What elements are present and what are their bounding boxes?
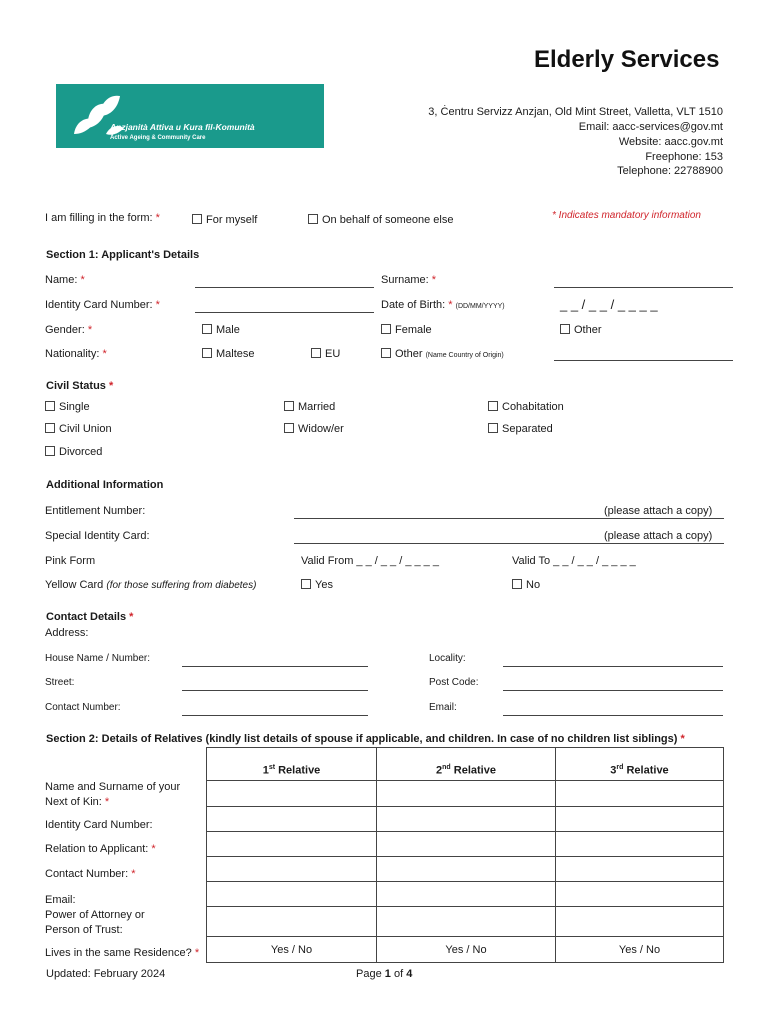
house-label: House Name / Number: xyxy=(45,653,151,664)
yellow-no-checkbox[interactable] xyxy=(512,579,522,589)
poa-cell-3[interactable] xyxy=(556,907,724,937)
email-cell-2[interactable] xyxy=(377,882,556,907)
updated-date: Updated: February 2024 xyxy=(46,968,166,980)
kin-cell-2[interactable] xyxy=(377,781,556,807)
logo-text-maltese: Anzjanità Attiva u Kura fil-Komunità xyxy=(110,122,255,132)
contact-cell-2[interactable] xyxy=(377,857,556,882)
contact-number-label: Contact Number: xyxy=(45,702,121,713)
same-residence-label: Lives in the same Residence? * xyxy=(45,947,200,959)
email-field[interactable] xyxy=(503,715,723,716)
leaves-icon xyxy=(66,90,126,140)
table-header-row xyxy=(207,748,724,781)
website-text: Website: aacc.gov.mt xyxy=(618,136,723,148)
address-label: Address: xyxy=(45,627,89,639)
id-card-label: Identity Card Number: * xyxy=(45,299,160,311)
attach-copy-note-1: (please attach a copy) xyxy=(604,505,713,517)
column-header-2: 2nd Relative xyxy=(377,748,556,781)
civil-widow-option[interactable]: Widow/er xyxy=(284,423,344,435)
relation-cell-1[interactable] xyxy=(207,832,377,857)
postcode-field[interactable] xyxy=(503,690,723,691)
next-of-kin-label: Name and Surname of your Next of Kin: * xyxy=(45,781,181,808)
entitlement-label: Entitlement Number: xyxy=(45,505,146,517)
residence-cell-1[interactable]: Yes / No xyxy=(207,937,377,963)
relation-cell-3[interactable] xyxy=(556,832,724,857)
yellow-card-no-option[interactable]: No xyxy=(512,579,540,591)
other-nationality-field[interactable] xyxy=(554,360,733,361)
female-checkbox[interactable] xyxy=(381,324,391,334)
single-checkbox[interactable] xyxy=(45,401,55,411)
separated-checkbox[interactable] xyxy=(488,423,498,433)
gender-label: Gender: * xyxy=(45,324,93,336)
gender-male-option[interactable]: Male xyxy=(202,324,240,336)
widow-checkbox[interactable] xyxy=(284,423,294,433)
kin-cell-1[interactable] xyxy=(207,781,377,807)
civil-cohabitation-option[interactable]: Cohabitation xyxy=(488,401,564,413)
poa-cell-2[interactable] xyxy=(377,907,556,937)
contact-cell-1[interactable] xyxy=(207,857,377,882)
gender-female-option[interactable]: Female xyxy=(381,324,432,336)
for-myself-checkbox[interactable] xyxy=(192,214,202,224)
relative-id-label: Identity Card Number: xyxy=(45,819,153,831)
special-id-label: Special Identity Card: xyxy=(45,530,150,542)
section1-title: Section 1: Applicant's Details xyxy=(46,249,200,261)
section2-title: Section 2: Details of Relatives (kindly list details of spouse if applicable, and children. In case of no children list siblings) * xyxy=(46,733,685,745)
gender-other-option[interactable]: Other xyxy=(560,324,602,336)
surname-field[interactable] xyxy=(554,287,733,288)
street-field[interactable] xyxy=(182,690,368,691)
relative-email-poa-label: Email: Power of Attorney or Person of Trust: xyxy=(45,894,145,936)
valid-to-field[interactable]: Valid To _ _ / _ _ / _ _ _ _ xyxy=(512,555,636,567)
other-nationality-checkbox[interactable] xyxy=(381,348,391,358)
postcode-label: Post Code: xyxy=(429,677,479,688)
id-card-field[interactable] xyxy=(195,312,374,313)
cohabitation-checkbox[interactable] xyxy=(488,401,498,411)
id-cell-2[interactable] xyxy=(377,807,556,832)
pink-form-label: Pink Form xyxy=(45,555,96,567)
civil-single-option[interactable]: Single xyxy=(45,401,90,413)
other-gender-checkbox[interactable] xyxy=(560,324,570,334)
civil-separated-option[interactable]: Separated xyxy=(488,423,553,435)
civil-married-option[interactable]: Married xyxy=(284,401,335,413)
contact-cell-3[interactable] xyxy=(556,857,724,882)
organisation-logo xyxy=(56,84,324,148)
for-myself-option[interactable]: For myself xyxy=(192,214,257,226)
street-label: Street: xyxy=(45,677,75,688)
attach-copy-note-2: (please attach a copy) xyxy=(604,530,713,542)
logo-text-english: Active Ageing & Community Care xyxy=(110,135,206,141)
page-title: Elderly Services xyxy=(534,46,720,73)
residence-cell-2[interactable]: Yes / No xyxy=(377,937,556,963)
mandatory-note: * Indicates mandatory information xyxy=(552,210,701,221)
male-checkbox[interactable] xyxy=(202,324,212,334)
name-label: Name: * xyxy=(45,274,85,286)
on-behalf-checkbox[interactable] xyxy=(308,214,318,224)
kin-cell-3[interactable] xyxy=(556,781,724,807)
residence-cell-3[interactable]: Yes / No xyxy=(556,937,724,963)
additional-info-title: Additional Information xyxy=(46,479,164,491)
email-text: Email: aacc-services@gov.mt xyxy=(578,121,723,133)
email-cell-3[interactable] xyxy=(556,882,724,907)
yellow-card-yes-option[interactable]: Yes xyxy=(301,579,333,591)
eu-checkbox[interactable] xyxy=(311,348,321,358)
civil-union-checkbox[interactable] xyxy=(45,423,55,433)
address-text: 3, Ċentru Servizz Anzjan, Old Mint Street, Valletta, VLT 1510 xyxy=(428,106,723,118)
contact-number-field[interactable] xyxy=(182,715,368,716)
relation-label: Relation to Applicant: * xyxy=(45,843,156,855)
maltese-checkbox[interactable] xyxy=(202,348,212,358)
email-label: Email: xyxy=(429,702,457,713)
civil-status-title: Civil Status * xyxy=(46,380,114,392)
dob-label: Date of Birth: * (DD/MM/YYYY) xyxy=(381,299,505,311)
relatives-table xyxy=(206,747,724,963)
nationality-eu-option[interactable]: EU xyxy=(311,348,340,360)
nationality-maltese-option[interactable]: Maltese xyxy=(202,348,255,360)
surname-label: Surname: * xyxy=(381,274,437,286)
table-row xyxy=(207,807,724,832)
email-cell-1[interactable] xyxy=(207,882,377,907)
column-header-1: 1st Relative xyxy=(207,748,377,781)
locality-label: Locality: xyxy=(429,653,466,664)
id-cell-1[interactable] xyxy=(207,807,377,832)
table-row xyxy=(207,907,724,937)
poa-cell-1[interactable] xyxy=(207,907,377,937)
freephone-text: Freephone: 153 xyxy=(645,151,723,163)
table-row xyxy=(207,781,724,807)
relative-contact-label: Contact Number: * xyxy=(45,868,136,880)
filling-label: I am filling in the form: * xyxy=(45,212,160,224)
id-cell-3[interactable] xyxy=(556,807,724,832)
locality-field[interactable] xyxy=(503,666,723,667)
yellow-yes-checkbox[interactable] xyxy=(301,579,311,589)
contact-details-title: Contact Details * xyxy=(46,611,134,623)
civil-union-option[interactable]: Civil Union xyxy=(45,423,112,435)
valid-from-field[interactable]: Valid From _ _ / _ _ / _ _ _ _ xyxy=(301,555,439,567)
relation-cell-2[interactable] xyxy=(377,832,556,857)
divorced-checkbox[interactable] xyxy=(45,446,55,456)
dob-field[interactable]: _ _ / _ _ / _ _ _ _ xyxy=(560,297,658,312)
column-header-3: 3rd Relative xyxy=(556,748,724,781)
name-field[interactable] xyxy=(195,287,374,288)
nationality-label: Nationality: * xyxy=(45,348,107,360)
page-number: Page 1 of 4 xyxy=(356,968,413,980)
house-field[interactable] xyxy=(182,666,368,667)
on-behalf-option[interactable]: On behalf of someone else xyxy=(308,214,453,226)
married-checkbox[interactable] xyxy=(284,401,294,411)
table-row xyxy=(207,882,724,907)
table-row xyxy=(207,857,724,882)
yellow-card-label: Yellow Card (for those suffering from diabetes) xyxy=(45,579,257,591)
table-row xyxy=(207,937,724,963)
civil-divorced-option[interactable]: Divorced xyxy=(45,446,102,458)
nationality-other-option[interactable]: Other (Name Country of Origin) xyxy=(381,348,504,360)
special-id-field[interactable] xyxy=(294,543,724,544)
telephone-text: Telephone: 22788900 xyxy=(617,165,723,177)
table-row xyxy=(207,832,724,857)
entitlement-field[interactable] xyxy=(294,518,724,519)
